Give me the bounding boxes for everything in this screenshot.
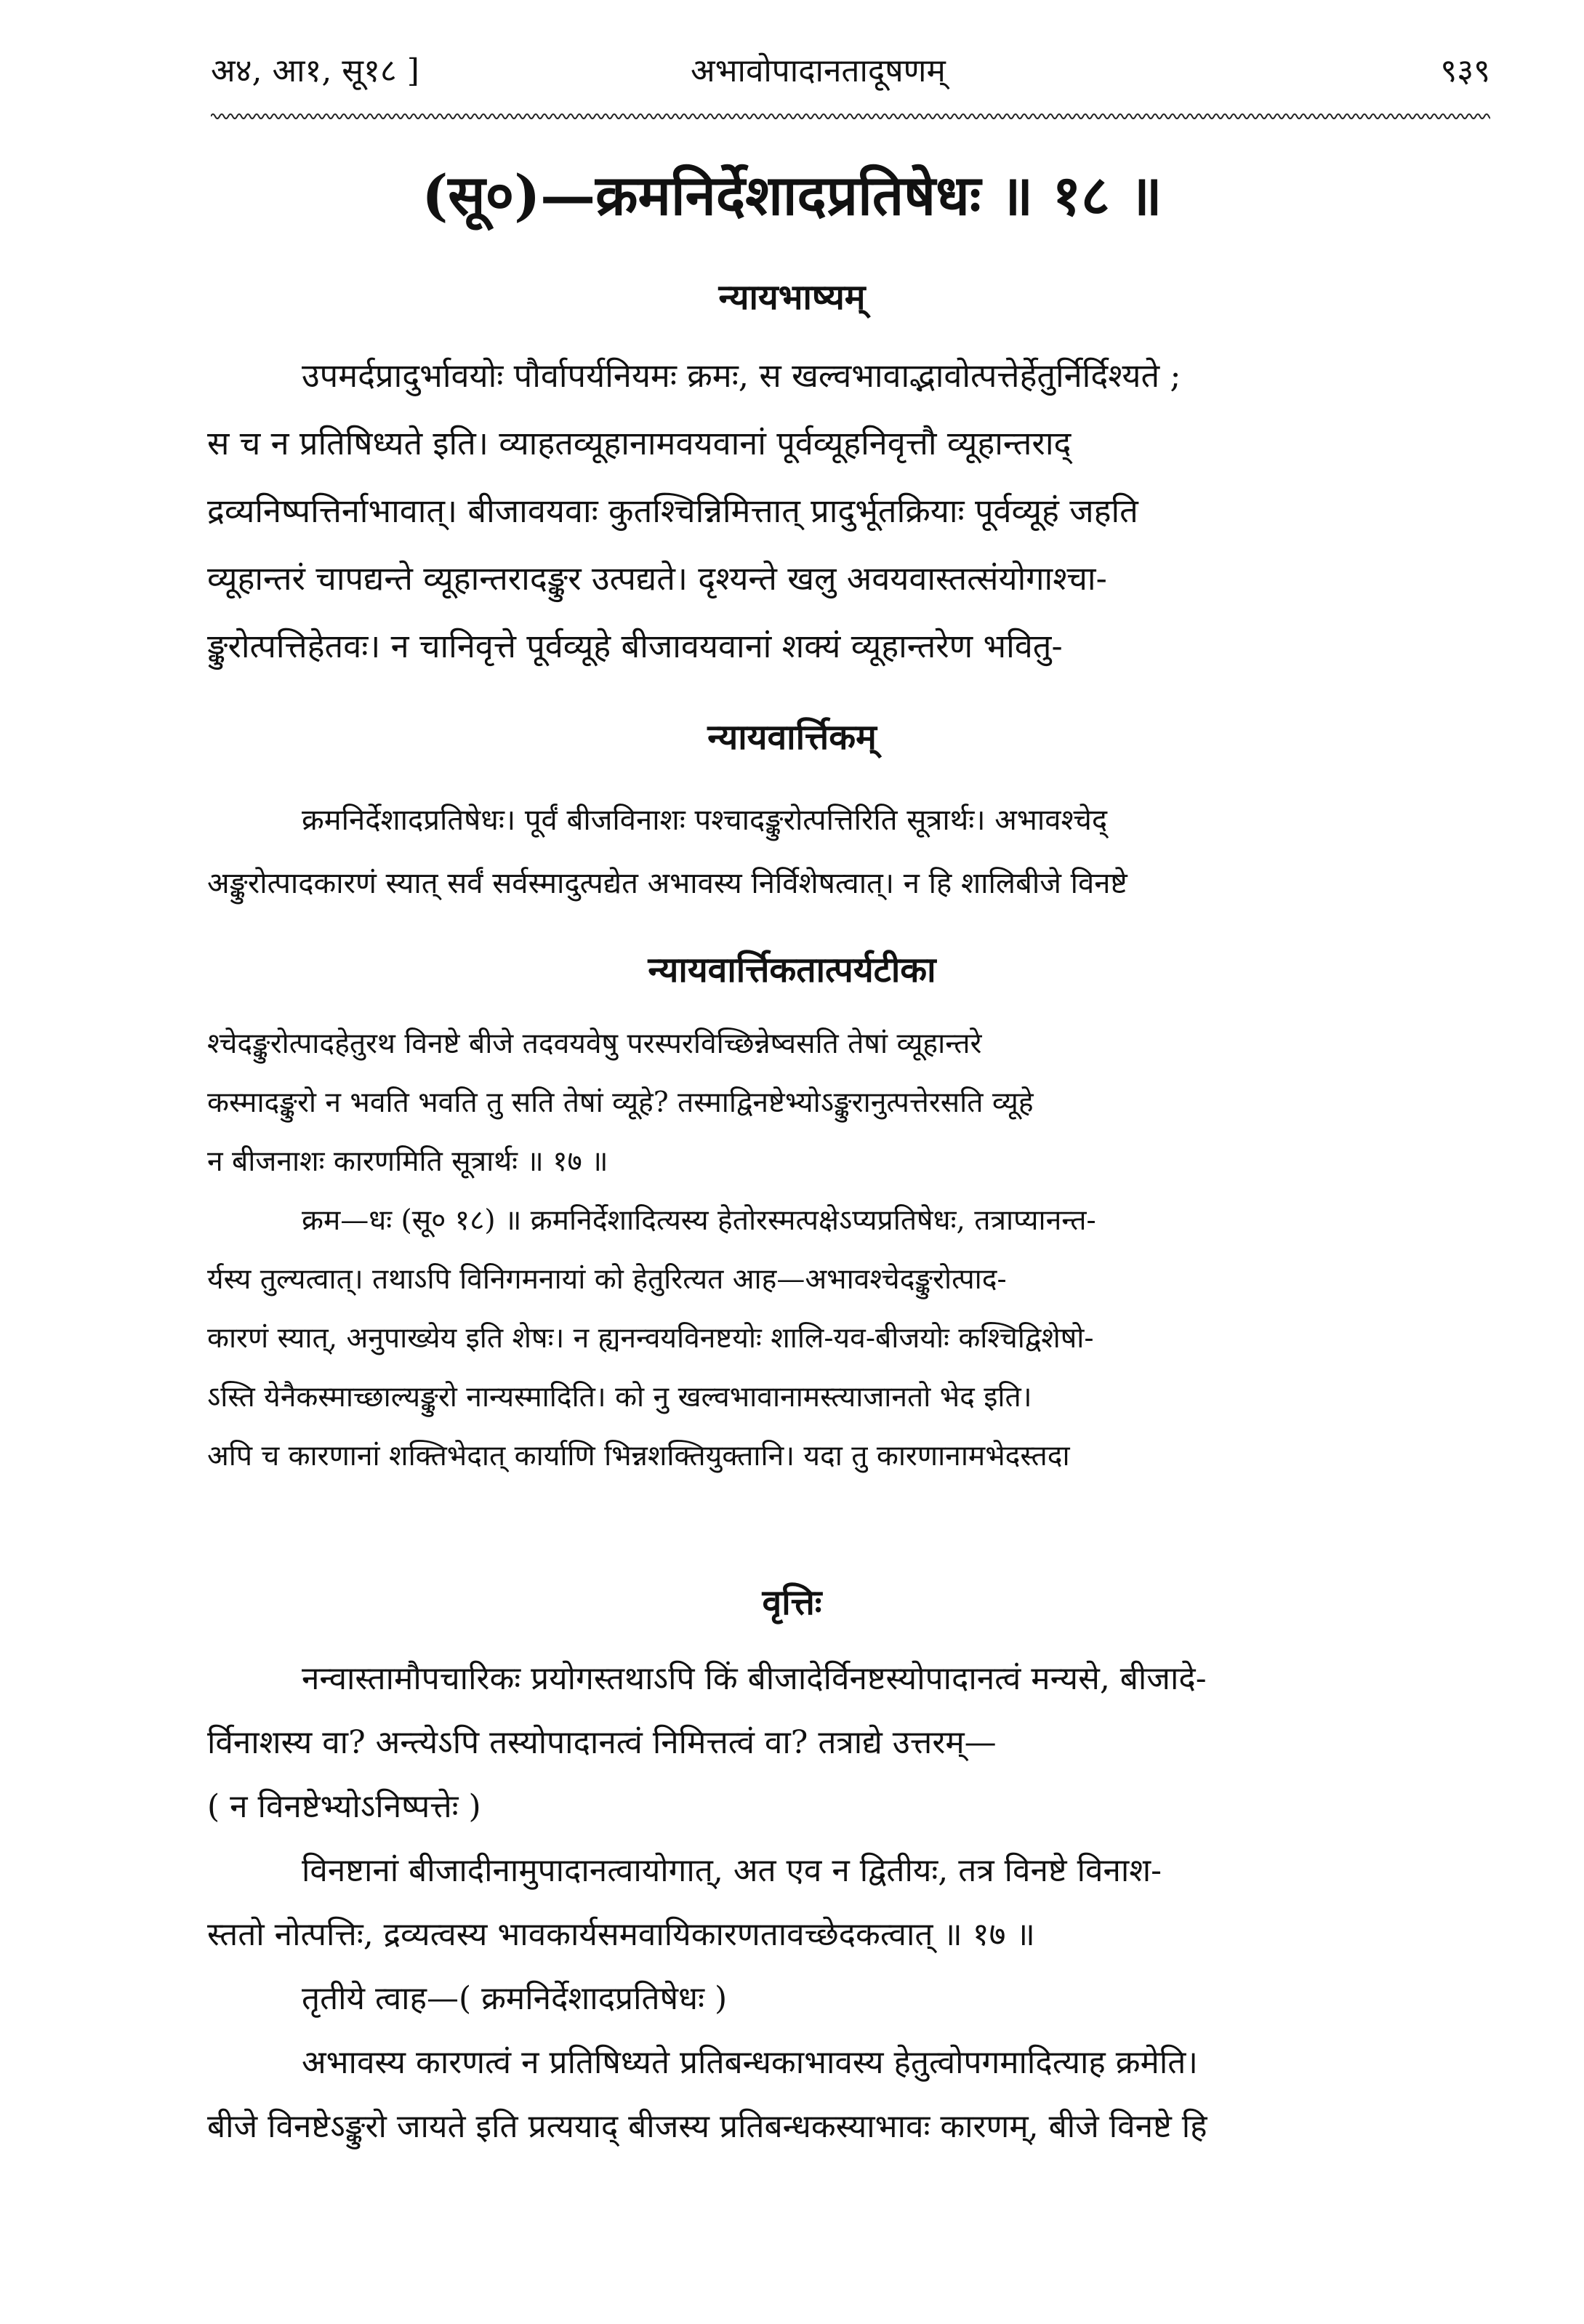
vritti-line: स्ततो नोत्पत्तिः, द्रव्यत्वस्य भावकार्यसमवायिकारणतावच्छेदकत्वात् ॥ १७ ॥	[207, 1916, 1035, 1953]
vritti-line: तृतीये त्वाह—( क्रमनिर्देशादप्रतिषेधः )	[302, 1980, 728, 2017]
bhashya-line: ङ्कुरोत्पत्तिहेतवः। न चानिवृत्ते पूर्वव्यूहे बीजावयवानां शक्यं व्यूहान्तरेण भवितु-	[207, 627, 1063, 665]
bhashya-line: व्यूहान्तरं चापद्यन्ते व्यूहान्तरादङ्कुर उत्पद्यते। दृश्यन्ते खलु अवयवास्तत्संयोगाश्चा-	[207, 559, 1107, 598]
page-number: ९३९	[1440, 52, 1490, 89]
heading-vritti: वृत्तिः	[762, 1582, 822, 1623]
vartika-line: अङ्कुरोत्पादकारणं स्यात् सर्वं सर्वस्मादुत्पद्येत अभावस्य निर्विशेषत्वात्। न हि शालिबीजे विनष्टे	[207, 867, 1127, 900]
running-header	[196, 40, 1490, 98]
tika-line: क्रम—धः (सू० १८) ॥ क्रमनिर्देशादित्यस्य हेतोरस्मत्पक्षेऽप्यप्रतिषेधः, तत्राप्यानन्त-	[302, 1204, 1096, 1237]
tika-line: ऽस्ति येनैकस्माच्छाल्यङ्कुरो नान्यस्मादिति। को नु खल्वभावानामस्त्याजानतो भेद इति।	[207, 1381, 1032, 1414]
tika-line: कस्मादङ्कुरो न भवति भवति तु सति तेषां व्यूहे? तस्माद्विनष्टेभ्योऽङ्कुरानुत्पत्तेरसति व्यूहे	[207, 1086, 1034, 1119]
vritti-line: नन्वास्तामौपचारिकः प्रयोगस्तथाऽपि किं बीजादेर्विनष्टस्योपादानत्वं मन्यसे, बीजादे-	[302, 1660, 1207, 1697]
vritti-line: ( न विनष्टेभ्योऽनिष्पत्तेः )	[207, 1788, 481, 1825]
header-reference: अ४, आ१, सू१८ ]	[211, 52, 419, 89]
vritti-line: विनष्टानां बीजादीनामुपादानत्वायोगात्, अत एव न द्वितीयः, तत्र विनष्टे विनाश-	[302, 1852, 1162, 1889]
bhashya-line: द्रव्यनिष्पत्तिर्नाभावात्। बीजावयवाः कुतश्चिन्निमित्तात् प्रादुर्भूतक्रियाः पूर्वव्यूहं जहति	[207, 492, 1138, 530]
tika-line: कारणं स्यात्, अनुपाख्येय इति शेषः। न ह्यनन्वयविनष्टयोः शालि-यव-बीजयोः कश्चिद्विशेषो-	[207, 1322, 1094, 1355]
tika-text	[207, 1014, 1494, 1486]
vritti-line: र्विनाशस्य वा? अन्त्येऽपि तस्योपादानत्वं निमित्तत्वं वा? तत्राद्ये उत्तरम्—	[207, 1724, 997, 1761]
bhashya-line: उपमर्दप्रादुर्भावयोः पौर्वापर्यनियमः क्रमः, स खल्वभावाद्भावोत्पत्तेर्हेतुर्निर्दिश्यते ;	[302, 356, 1181, 395]
vritti-line: बीजे विनष्टेऽङ्कुरो जायते इति प्रत्ययाद् बीजस्य प्रतिबन्धकस्याभावः कारणम्, बीजे विनष्टे हि	[207, 2108, 1207, 2145]
bhashya-text	[207, 342, 1494, 680]
tika-line: र्यस्य तुल्यत्वात्। तथाऽपि विनिगमनायां को हेतुरित्यत आह—अभावश्चेदङ्कुरोत्पाद-	[207, 1263, 1007, 1296]
tika-line: अपि च कारणानां शक्तिभेदात् कार्याणि भिन्नशक्तियुक्तानि। यदा तु कारणानामभेदस्तदा	[207, 1440, 1070, 1472]
tika-line: श्चेदङ्कुरोत्पादहेतुरथ विनष्टे बीजे तदवयवेषु परस्परविच्छिन्नेष्वसति तेषां व्यूहान्तरे	[207, 1027, 982, 1060]
header-topic: अभावोपादानतादूषणम्	[691, 52, 946, 89]
bhashya-line: स च न प्रतिषिध्यते इति। व्याहतव्यूहानामवयवानां पूर्वव्यूहनिवृत्तौ व्यूहान्तराद्	[207, 424, 1072, 462]
heading-nyayabhashya: न्यायभाष्यम्	[718, 277, 866, 318]
vritti-line: अभावस्य कारणत्वं न प्रतिषिध्यते प्रतिबन्धकाभावस्य हेतुत्वोपगमादित्याह क्रमेति।	[302, 2044, 1198, 2081]
heading-tatparyatika: न्यायवार्त्तिकतात्पर्यटीका	[648, 950, 936, 990]
vartika-text	[207, 789, 1494, 915]
wavy-divider	[211, 109, 1490, 124]
vritti-text	[207, 1647, 1494, 2159]
sutra-title: (सू०)—क्रमनिर्देशादप्रतिषेधः ॥ १८ ॥	[422, 163, 1162, 228]
heading-nyayavartika: न्यायवार्त्तिकम्	[707, 717, 877, 758]
tika-line: न बीजनाशः कारणमिति सूत्रार्थः ॥ १७ ॥	[207, 1145, 608, 1178]
vartika-line: क्रमनिर्देशादप्रतिषेधः। पूर्वं बीजविनाशः पश्चादङ्कुरोत्पत्तिरिति सूत्रार्थः। अभावश्चेद्	[302, 804, 1108, 837]
